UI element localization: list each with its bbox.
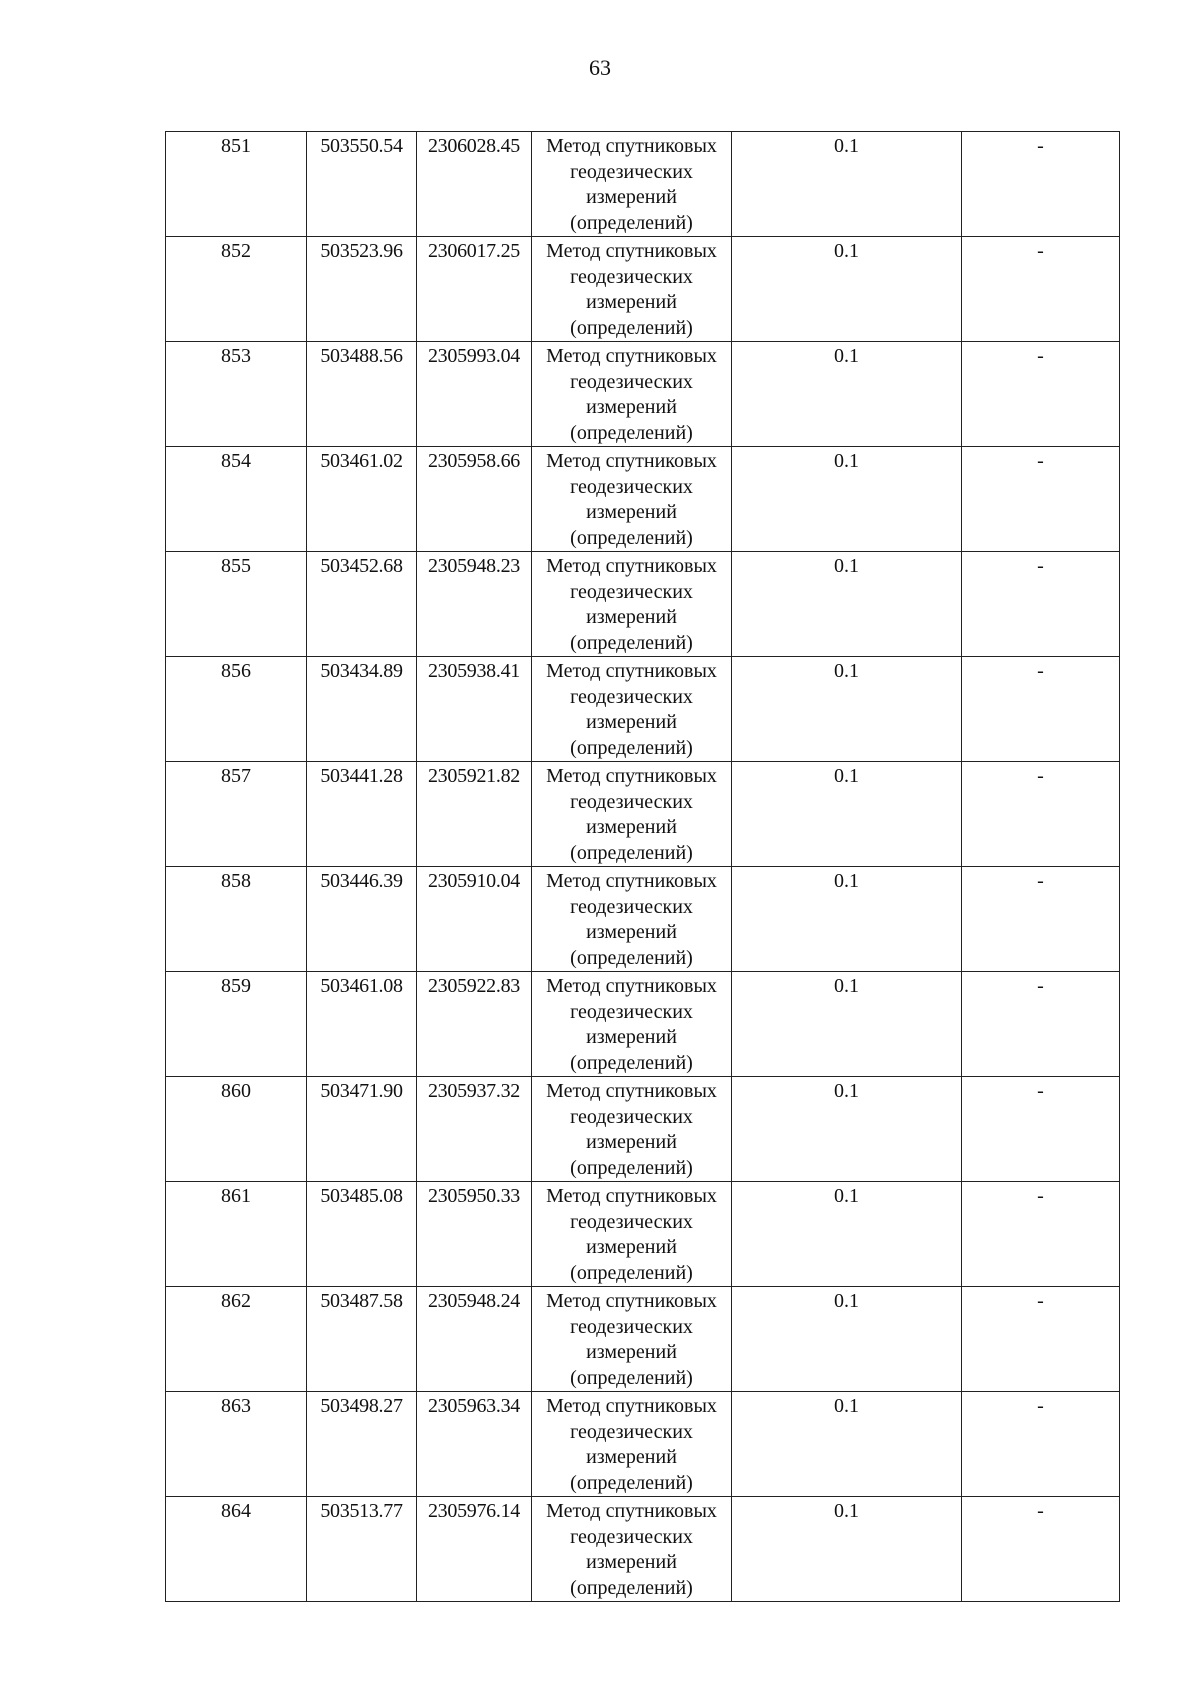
point-number-cell: 852	[166, 237, 307, 342]
table-body	[166, 132, 1120, 1602]
method-cell: Метод спутниковых геодезических измерений (определений)	[532, 1392, 732, 1497]
point-number-cell: 851	[166, 132, 307, 237]
table-row	[166, 1287, 1120, 1392]
y-coordinate-cell: 2305958.66	[417, 447, 532, 552]
x-coordinate-cell: 503461.08	[307, 972, 417, 1077]
method-cell: Метод спутниковых геодезических измерений (определений)	[532, 342, 732, 447]
note-cell: -	[962, 1182, 1120, 1287]
accuracy-cell: 0.1	[732, 1182, 962, 1287]
note-cell: -	[962, 1392, 1120, 1497]
y-coordinate-cell: 2305937.32	[417, 1077, 532, 1182]
point-number-cell: 861	[166, 1182, 307, 1287]
method-cell: Метод спутниковых геодезических измерений (определений)	[532, 867, 732, 972]
method-cell: Метод спутниковых геодезических измерений (определений)	[532, 552, 732, 657]
table-row	[166, 552, 1120, 657]
accuracy-cell: 0.1	[732, 657, 962, 762]
x-coordinate-cell: 503434.89	[307, 657, 417, 762]
y-coordinate-cell: 2305910.04	[417, 867, 532, 972]
x-coordinate-cell: 503498.27	[307, 1392, 417, 1497]
x-coordinate-cell: 503485.08	[307, 1182, 417, 1287]
y-coordinate-cell: 2305950.33	[417, 1182, 532, 1287]
accuracy-cell: 0.1	[732, 237, 962, 342]
note-cell: -	[962, 867, 1120, 972]
y-coordinate-cell: 2305993.04	[417, 342, 532, 447]
note-cell: -	[962, 342, 1120, 447]
table-row	[166, 447, 1120, 552]
x-coordinate-cell: 503441.28	[307, 762, 417, 867]
accuracy-cell: 0.1	[732, 342, 962, 447]
method-cell: Метод спутниковых геодезических измерений (определений)	[532, 1077, 732, 1182]
note-cell: -	[962, 1287, 1120, 1392]
table-row	[166, 762, 1120, 867]
point-number-cell: 864	[166, 1497, 307, 1602]
point-number-cell: 854	[166, 447, 307, 552]
accuracy-cell: 0.1	[732, 762, 962, 867]
accuracy-cell: 0.1	[732, 1287, 962, 1392]
x-coordinate-cell: 503487.58	[307, 1287, 417, 1392]
point-number-cell: 859	[166, 972, 307, 1077]
table-row	[166, 972, 1120, 1077]
point-number-cell: 856	[166, 657, 307, 762]
note-cell: -	[962, 972, 1120, 1077]
note-cell: -	[962, 447, 1120, 552]
table-row	[166, 1497, 1120, 1602]
note-cell: -	[962, 657, 1120, 762]
table-row	[166, 237, 1120, 342]
table-row	[166, 1392, 1120, 1497]
accuracy-cell: 0.1	[732, 447, 962, 552]
y-coordinate-cell: 2305922.83	[417, 972, 532, 1077]
x-coordinate-cell: 503550.54	[307, 132, 417, 237]
page-number: 63	[589, 55, 611, 80]
table-row	[166, 657, 1120, 762]
point-number-cell: 857	[166, 762, 307, 867]
method-cell: Метод спутниковых геодезических измерений (определений)	[532, 762, 732, 867]
method-cell: Метод спутниковых геодезических измерений (определений)	[532, 657, 732, 762]
point-number-cell: 863	[166, 1392, 307, 1497]
table-row	[166, 1077, 1120, 1182]
accuracy-cell: 0.1	[732, 972, 962, 1077]
y-coordinate-cell: 2305921.82	[417, 762, 532, 867]
point-number-cell: 862	[166, 1287, 307, 1392]
accuracy-cell: 0.1	[732, 1497, 962, 1602]
method-cell: Метод спутниковых геодезических измерений (определений)	[532, 237, 732, 342]
method-cell: Метод спутниковых геодезических измерений (определений)	[532, 1497, 732, 1602]
note-cell: -	[962, 1077, 1120, 1182]
accuracy-cell: 0.1	[732, 552, 962, 657]
note-cell: -	[962, 762, 1120, 867]
accuracy-cell: 0.1	[732, 132, 962, 237]
accuracy-cell: 0.1	[732, 867, 962, 972]
table-row	[166, 867, 1120, 972]
method-cell: Метод спутниковых геодезических измерений (определений)	[532, 447, 732, 552]
table-row	[166, 342, 1120, 447]
y-coordinate-cell: 2305976.14	[417, 1497, 532, 1602]
accuracy-cell: 0.1	[732, 1077, 962, 1182]
x-coordinate-cell: 503488.56	[307, 342, 417, 447]
y-coordinate-cell: 2305948.23	[417, 552, 532, 657]
point-number-cell: 855	[166, 552, 307, 657]
y-coordinate-cell: 2305938.41	[417, 657, 532, 762]
note-cell: -	[962, 132, 1120, 237]
y-coordinate-cell: 2306028.45	[417, 132, 532, 237]
table-row	[166, 1182, 1120, 1287]
method-cell: Метод спутниковых геодезических измерений (определений)	[532, 1182, 732, 1287]
x-coordinate-cell: 503513.77	[307, 1497, 417, 1602]
y-coordinate-cell: 2306017.25	[417, 237, 532, 342]
x-coordinate-cell: 503523.96	[307, 237, 417, 342]
table-row	[166, 132, 1120, 237]
method-cell: Метод спутниковых геодезических измерений (определений)	[532, 1287, 732, 1392]
method-cell: Метод спутниковых геодезических измерений (определений)	[532, 972, 732, 1077]
method-cell: Метод спутниковых геодезических измерений (определений)	[532, 132, 732, 237]
note-cell: -	[962, 1497, 1120, 1602]
x-coordinate-cell: 503461.02	[307, 447, 417, 552]
point-number-cell: 860	[166, 1077, 307, 1182]
point-number-cell: 858	[166, 867, 307, 972]
accuracy-cell: 0.1	[732, 1392, 962, 1497]
y-coordinate-cell: 2305948.24	[417, 1287, 532, 1392]
point-number-cell: 853	[166, 342, 307, 447]
x-coordinate-cell: 503446.39	[307, 867, 417, 972]
coordinates-table	[165, 131, 1120, 1602]
x-coordinate-cell: 503452.68	[307, 552, 417, 657]
note-cell: -	[962, 237, 1120, 342]
x-coordinate-cell: 503471.90	[307, 1077, 417, 1182]
note-cell: -	[962, 552, 1120, 657]
y-coordinate-cell: 2305963.34	[417, 1392, 532, 1497]
